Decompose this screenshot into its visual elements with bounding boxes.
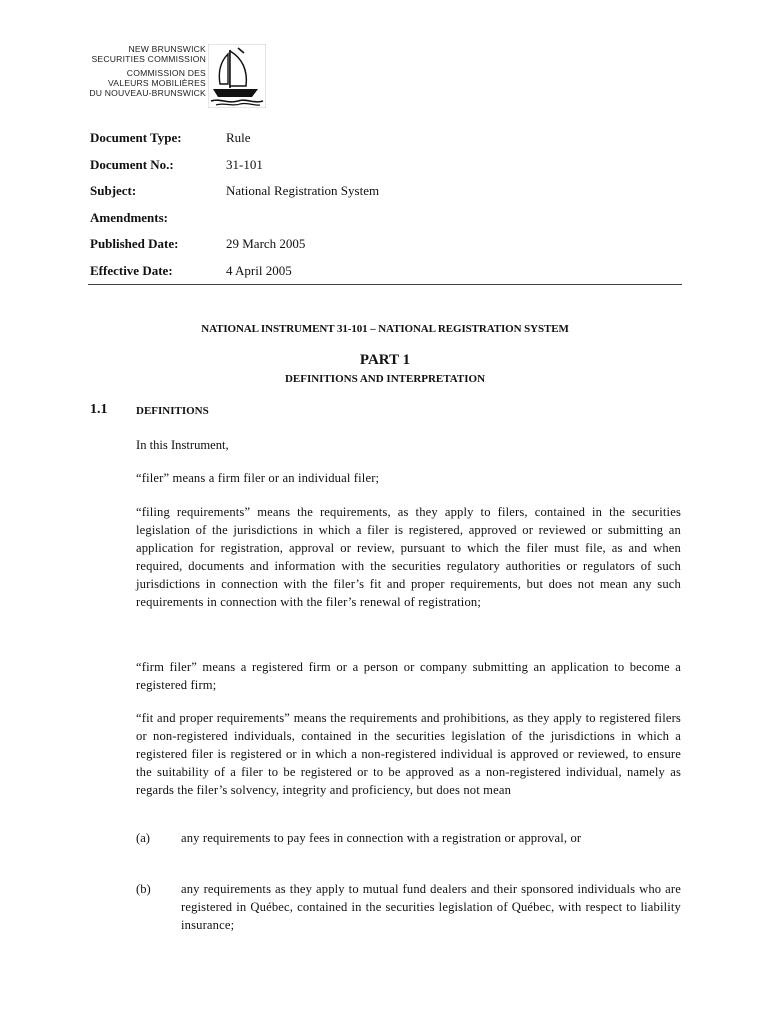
horizontal-divider [88,284,682,285]
meta-key: Effective Date: [90,262,173,278]
definition-firm-filer: “firm filer” means a registered firm or a person or company submitting an application to become a registered firm; [136,660,681,692]
meta-key: Amendments: [90,209,168,225]
meta-key: Subject: [90,183,137,198]
meta-value: 29 March 2005 [226,236,306,251]
logo-line: NEW BRUNSWICK [128,44,206,54]
meta-key: Document Type: [90,130,182,145]
logo-line: VALEURS MOBILIÈRES [107,78,206,88]
meta-key: Document No.: [90,156,174,172]
meta-value: Rule [226,130,251,145]
logo-line: DU NOUVEAU-BRUNSWICK [89,88,206,98]
commission-logo [84,44,266,108]
definition-fit-and-proper: “fit and proper requirements” means the requirements and prohibitions, as they apply to registered filers or non-registered individuals, contained in the securities legislation of the jurisdictions in which a registered filer is registered or in which a non-registered individual is approved or reviewed, to ensure the suitability of a filer to be registered or to be approved as a non-registered individual, namely as regards the filer’s solvency, integrity and proficiency, but does not mean [136,711,681,797]
logo-line: SECURITIES COMMISSION [91,54,206,64]
item-label: (b) [136,882,151,896]
meta-value: 31-101 [226,156,263,172]
part-heading: PART 1 [359,352,411,368]
logo-line: COMMISSION DES [126,68,206,78]
item-text: any requirements as they apply to mutual fund dealers and their sponsored individuals who are registered in Québec, contained in the securities legislation of Québec, with respect to liability insurance; [181,882,681,932]
definition-filing-requirements: “filing requirements” means the requirements, as they apply to filers, contained in the securities legislation of the jurisdictions in which a filer is registered, approved or reviewed or submitting an application for registration, approval or review, pursuant to which the filer must file, as and when required, documents and information with the securities regulatory authorities or regulators of such jurisdictions in connection with the filer’s fit and proper requirements, but does not mean any such requirements in connection with the filer’s renewal of registration; [136,505,681,609]
section-number: 1.1 [90,402,108,417]
item-label: (a) [136,831,150,845]
logo-text [84,44,206,98]
definition-filer: “filer” means a firm filer or an individual filer; [136,471,380,485]
meta-value: National Registration System [226,183,380,198]
intro-text: In this Instrument, [136,438,229,452]
section-title: DEFINITIONS [136,405,209,417]
meta-value: 4 April 2005 [226,262,292,278]
part-subheading: DEFINITIONS AND INTERPRETATION [284,373,486,385]
sailing-ship-icon [208,44,266,108]
instrument-title: NATIONAL INSTRUMENT 31-101 – NATIONAL REGISTRATION SYSTEM [201,323,569,335]
meta-key: Published Date: [90,236,179,251]
item-text: any requirements to pay fees in connection with a registration or approval, or [181,831,582,845]
